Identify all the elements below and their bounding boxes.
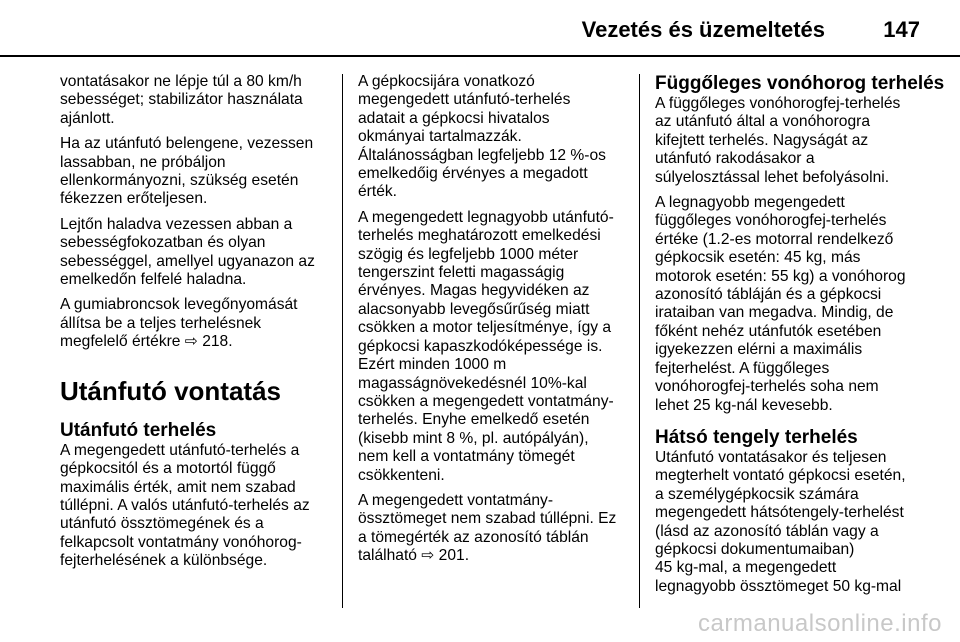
page-number: 147 — [883, 17, 920, 42]
text-line: kifejtett terhelés. Nagyságát az — [655, 131, 869, 149]
text-line: emelkedőig érvényes a megadott — [358, 165, 588, 183]
text-line: található ⇨ 201. — [358, 547, 470, 565]
text-line: fékezzen erőteljesen. — [60, 190, 208, 208]
text-line: sebességet; stabilizátor használata — [60, 91, 303, 109]
subsection-heading: Függőleges vonóhorog terhelés — [655, 73, 945, 94]
text-line: fejterhelésének a különbsége. — [60, 552, 268, 570]
text-line: terhelés meghatározott emelkedési — [358, 227, 601, 245]
text-line: A gumiabroncsok levegőnyomását — [60, 296, 298, 314]
text-line: fejterhelést. A függőleges — [655, 359, 830, 377]
text-column-2 — [358, 73, 633, 573]
paragraph — [358, 492, 633, 566]
text-line: A függőleges vonóhorogfej-terhelés — [655, 95, 901, 112]
text-line: gépkocsitól és a motortól függő — [60, 460, 276, 478]
text-line: (kisebb mint 8 %, pl. autópályán), — [358, 429, 589, 447]
paragraph — [60, 73, 335, 128]
text-line: állítsa be a teljes terhelésnek — [60, 314, 262, 332]
text-line: túllépni. A valós utánfutó-terhelés az — [60, 496, 310, 514]
text-line: A gépkocsijára vonatkozó — [358, 73, 535, 90]
text-line: az utánfutó által a vonóhorogra — [655, 113, 871, 131]
subsection-heading: Hátsó tengely terhelés — [655, 426, 858, 448]
text-line: gépkocsi dokumentumaiban) — [655, 540, 855, 558]
text-line: össztömeget nem szabad túllépni. Ez — [358, 510, 617, 528]
text-line: szögig és legfeljebb 1000 méter — [358, 245, 579, 263]
page-header-title: Vezetés és üzemeltetés — [581, 17, 825, 42]
text-line: emelkedőn felfelé haladna. — [60, 271, 247, 289]
text-line: sebességfokozatban és olyan — [60, 234, 266, 252]
text-line: vontatásakor ne lépje túl a 80 km/h — [60, 73, 302, 90]
text-line: nem kell a vontatmány tömegét — [358, 448, 575, 466]
text-line: csökken a megengedett vontatmány- — [358, 392, 614, 410]
paragraph — [358, 209, 633, 485]
text-line: magasságnövekedésnél 10%-kal — [358, 374, 587, 392]
text-line: azonosító tábláján és a gépkocsi — [655, 286, 882, 304]
text-line: utánfutó össztömegének és a — [60, 515, 264, 533]
text-line: lassabban, ne próbáljon — [60, 153, 226, 171]
text-line: okmányai tartalmazzák. — [358, 128, 522, 146]
text-line: megengedett utánfutó-terhelés — [358, 91, 571, 109]
text-line: megengedett hátsótengely-terhelést — [655, 504, 904, 522]
paragraph — [60, 296, 335, 351]
text-line: sebességgel, amellyel ugyanazon az — [60, 252, 315, 270]
text-line: érték. — [358, 183, 397, 201]
text-line: főként nehéz utánfutók esetében — [655, 322, 882, 340]
text-line: lehet 25 kg-nál kevesebb. — [655, 396, 833, 414]
watermark: carmanualsonline.info — [698, 610, 942, 637]
text-line: ellenkormányozni, szükség esetén — [60, 172, 299, 190]
text-line: A legnagyobb megengedett — [655, 194, 845, 212]
paragraph — [60, 216, 335, 290]
section-heading: Utánfutó vontatás — [60, 375, 281, 406]
paragraph — [655, 95, 945, 187]
text-line: irataiban van megadva. Mindig, de — [655, 304, 894, 322]
text-line: igyekezzen elérni a maximális — [655, 341, 863, 359]
text-line: tengerszint feletti magasságig — [358, 264, 565, 282]
text-line: értéke (1.2-es motorral rendelkező — [655, 230, 894, 248]
subsection-heading: Utánfutó terhelés — [60, 419, 217, 441]
text-line: maximális érték, amit nem szabad — [60, 478, 296, 496]
text-line: motorok esetén: 55 kg) a vonóhorog — [655, 267, 906, 285]
text-line: A megengedett utánfutó-terhelés a — [60, 441, 300, 459]
text-line: utánfutó rakodásakor a — [655, 150, 815, 168]
text-line: érvényes. Magas hegyvidéken az — [358, 282, 590, 300]
text-line: a tömegérték az azonosító táblán — [358, 528, 589, 546]
text-line: adatait a gépkocsi hivatalos — [358, 109, 550, 127]
paragraph — [655, 449, 945, 596]
text-line: (lásd az azonosító táblán vagy a — [655, 522, 879, 540]
paragraph — [358, 73, 633, 202]
text-line: felkapcsolt vontatmány vonóhorog- — [60, 533, 302, 551]
text-line: alacsonyabb levegősűrűség miatt — [358, 300, 590, 318]
text-line: A megengedett vontatmány- — [358, 491, 554, 509]
text-line: gépkocsi kapaszkodóképessége is. — [358, 337, 603, 355]
text-line: 45 kg-mal, a megengedett — [655, 559, 837, 577]
text-line: Általánosságban legfeljebb 12 %-os — [358, 146, 606, 164]
column-divider-1 — [342, 74, 343, 608]
paragraph — [60, 442, 335, 571]
text-line: megfelelő értékre ⇨ 218. — [60, 333, 233, 351]
text-line: ajánlott. — [60, 109, 115, 127]
paragraph — [60, 135, 335, 209]
text-line: A megengedett legnagyobb utánfutó- — [358, 208, 614, 226]
text-line: legnagyobb össztömeget 50 kg-mal — [655, 577, 902, 595]
text-column-3 — [655, 73, 945, 603]
text-line: terhelés. Enyhe emelkedő esetén — [358, 411, 590, 429]
text-line: vonóhorogfej-terhelés soha nem — [655, 378, 879, 396]
paragraph — [655, 194, 945, 415]
column-divider-2 — [639, 74, 640, 608]
text-line: függőleges vonóhorogfej-terhelés — [655, 212, 887, 230]
text-line: csökkenteni. — [358, 466, 445, 484]
header-rule — [0, 55, 960, 57]
text-line: gépkocsik esetén: 45 kg, más — [655, 249, 861, 267]
text-line: Utánfutó vontatásakor és teljesen — [655, 448, 887, 466]
text-line: Ezért minden 1000 m — [358, 356, 507, 374]
text-line: csökken a motor teljesítménye, így a — [358, 319, 612, 337]
text-column-1 — [60, 73, 335, 578]
text-line: a személygépkocsik számára — [655, 485, 859, 503]
text-line: megterhelt vontató gépkocsi esetén, — [655, 467, 906, 485]
text-line: súlyelosztással lehet befolyásolni. — [655, 168, 890, 186]
text-line: Ha az utánfutó belengene, vezessen — [60, 135, 314, 153]
text-line: Lejtőn haladva vezessen abban a — [60, 215, 293, 233]
